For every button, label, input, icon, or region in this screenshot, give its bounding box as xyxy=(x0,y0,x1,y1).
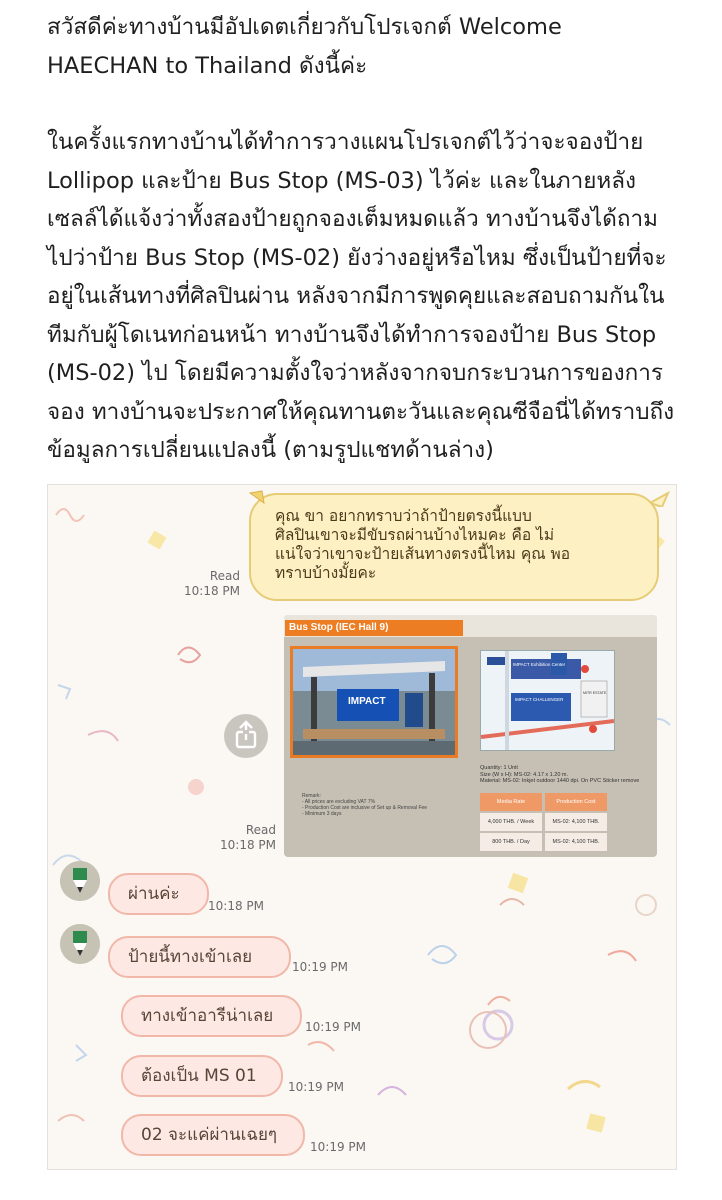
body-line: Lollipop และป้าย Bus Stop (MS-03) ไว้ค่ะ และในภายหลัง xyxy=(47,167,637,194)
body-line: ในครั้งแรกทางบ้านได้ทำการวางแผนโปรเจกต์ไว้ว่าจะจองป้าย xyxy=(47,129,644,155)
incoming-message-bubble[interactable] xyxy=(121,1114,305,1156)
message-time: 10:19 PM xyxy=(310,1140,366,1154)
incoming-message-bubble[interactable] xyxy=(108,873,209,915)
read-label: Read xyxy=(245,823,276,837)
body-line: (MS-02) ไป โดยมีความตั้งใจว่าหลังจากจบกระบวนการของการ xyxy=(47,360,663,386)
rate-header-row xyxy=(480,793,610,811)
message-time: 10:18 PM xyxy=(184,584,240,598)
post-text xyxy=(47,8,687,470)
body-line: เซลล์ได้แจ้งว่าทั้งสองป้ายถูกจองเต็มหมดแล้ว ทางบ้านจึงได้ถาม xyxy=(47,206,658,232)
incoming-message-bubble[interactable] xyxy=(121,1055,283,1097)
map-label: MITR ESTATE xyxy=(583,691,607,695)
map-label: IMPACT CHALLENGER xyxy=(515,697,564,702)
pencil-avatar-icon xyxy=(60,861,100,901)
message-line: คุณ ขา อยากทราบว่าถ้าป้ายตรงนี้แบบ xyxy=(275,507,532,525)
image-message-card[interactable] xyxy=(284,615,657,857)
message-time: 10:18 PM xyxy=(220,838,276,852)
map-label: IMPACT Exhibition Center xyxy=(513,662,566,667)
message-text: ทางเข้าอารีน่าเลย xyxy=(141,1006,274,1026)
read-label: Read xyxy=(209,569,240,583)
incoming-message-bubble[interactable] xyxy=(121,995,302,1037)
read-receipt xyxy=(180,569,240,599)
body-line: ทีมกับผู้โดเนทก่อนหน้า ทางบ้านจึงได้ทำการจองป้าย Bus Stop xyxy=(47,321,657,348)
incoming-message-bubble[interactable] xyxy=(108,936,291,978)
avatar[interactable] xyxy=(60,924,100,964)
message-time: 10:19 PM xyxy=(288,1080,344,1094)
message-line: ทราบบ้างมั้ยคะ xyxy=(275,564,377,582)
rate-cell: 800 THB. / Day xyxy=(480,833,542,851)
spec-line: Size (W x H): MS-02: 4.17 x 1.20 m. xyxy=(480,771,569,778)
message-text: ผ่านค่ะ xyxy=(128,884,180,904)
spec-line: Material: MS-02: Inkjet outdoor 1440 dpi. On PVC Sticker remove xyxy=(480,778,640,784)
message-text: 02 จะแค่ผ่านเฉยๆ xyxy=(141,1125,278,1145)
body-line: จอง ทางบ้านจะประกาศให้คุณทานตะวันและคุณซีจือนี่ได้ทราบถึง xyxy=(47,398,675,425)
intro-line-2: HAECHAN to Thailand ดังนี้ค่ะ xyxy=(47,52,368,79)
bus-stop-photo xyxy=(290,646,458,758)
share-icon xyxy=(224,714,268,758)
rate-header: Production Cost xyxy=(545,793,607,811)
rate-header: Media Rate xyxy=(480,793,542,811)
body-line: อยู่ในเส้นทางที่ศิลปินผ่าน หลังจากมีการพูดคุยและสอบถามกันใน xyxy=(47,283,665,309)
body-line: ข้อมูลการเปลี่ยนแปลงนี้ (ตามรูปแชทด้านล่าง) xyxy=(47,437,494,463)
rate-row xyxy=(480,833,610,851)
share-button[interactable] xyxy=(224,714,268,758)
remark-line: - Minimum 3 days xyxy=(302,811,342,817)
remarks-block xyxy=(302,793,442,817)
remark-line: - All prices are excluding VAT 7% xyxy=(302,799,376,805)
outgoing-message-bubble[interactable] xyxy=(249,493,659,601)
rate-table xyxy=(480,793,610,853)
remark-line: - Production Cost are inclusive of Set up & Removal Fee xyxy=(302,805,428,811)
rate-cell: 4,000 THB. / Week xyxy=(480,813,542,831)
avatar[interactable] xyxy=(60,861,100,901)
chat-screenshot xyxy=(47,484,677,1170)
bubble-corner-tab-icon xyxy=(248,489,266,507)
message-time: 10:19 PM xyxy=(292,960,348,974)
body-line: ไปว่าป้าย Bus Stop (MS-02) ยังว่างอยู่หรือไหม ซึ่งเป็นป้ายที่จะ xyxy=(47,244,667,271)
card-title: Bus Stop (IEC Hall 9) xyxy=(285,620,463,636)
rate-cell: MS-02: 4,100 THB. xyxy=(545,813,607,831)
intro-line-1: สวัสดีค่ะทางบ้านมีอัปเดตเกี่ยวกับโปรเจกต์ Welcome xyxy=(47,14,562,40)
remark-line: Remark: xyxy=(302,793,321,799)
message-time: 10:19 PM xyxy=(305,1020,361,1034)
spec-line: Quantity: 1 Unit xyxy=(480,765,518,771)
bubble-tail-icon xyxy=(650,491,672,507)
photo-sign-text: IMPACT xyxy=(348,696,386,707)
pencil-avatar-icon xyxy=(60,924,100,964)
rate-row xyxy=(480,813,610,831)
rate-cell: MS-02: 4,100 THB. xyxy=(545,833,607,851)
venue-map xyxy=(480,650,615,751)
message-time: 10:18 PM xyxy=(208,899,264,913)
specs-block xyxy=(480,765,639,785)
read-receipt xyxy=(210,823,276,853)
message-text: ป้ายนี้ทางเข้าเลย xyxy=(128,947,253,967)
message-text: ต้องเป็น MS 01 xyxy=(141,1066,257,1086)
message-line: ศิลปินเขาจะมีขับรถผ่านบ้างไหมคะ คือ ไม่ xyxy=(275,526,555,544)
message-line: แน่ใจว่าเขาจะป้ายเส้นทางตรงนี้ไหม คุณ พอ xyxy=(275,545,571,563)
